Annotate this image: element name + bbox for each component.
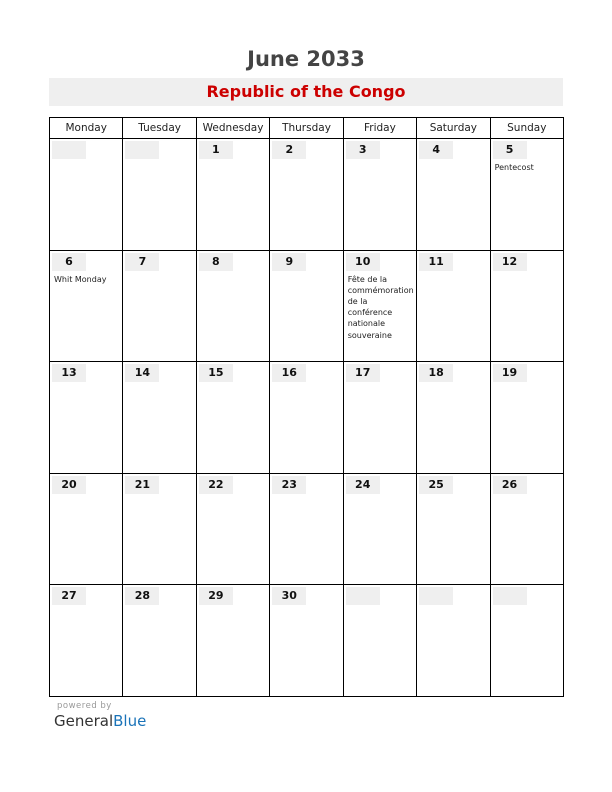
day-number: 10 — [346, 253, 380, 271]
day-number: 26 — [493, 476, 527, 494]
day-cell — [197, 474, 270, 586]
day-number: 7 — [125, 253, 159, 271]
day-cell — [197, 139, 270, 251]
day-number: 11 — [419, 253, 453, 271]
day-cell — [123, 251, 196, 363]
weekday-header-tuesday: Tuesday — [123, 118, 196, 139]
weekday-header-friday: Friday — [344, 118, 417, 139]
day-number: 17 — [346, 364, 380, 382]
day-number: 20 — [52, 476, 86, 494]
day-number: 4 — [419, 141, 453, 159]
day-cell — [417, 362, 490, 474]
day-cell — [50, 585, 123, 697]
day-number: 23 — [272, 476, 306, 494]
brand-blue-text: Blue — [113, 712, 147, 730]
day-cell — [491, 251, 564, 363]
generalblue-logo — [54, 712, 146, 730]
day-number: 19 — [493, 364, 527, 382]
day-number: 12 — [493, 253, 527, 271]
day-number: 18 — [419, 364, 453, 382]
day-cell — [197, 585, 270, 697]
day-number: 21 — [125, 476, 159, 494]
day-cell — [50, 251, 123, 363]
day-cell — [344, 474, 417, 586]
day-number: 1 — [199, 141, 233, 159]
day-cell — [270, 139, 343, 251]
day-cell — [50, 139, 123, 251]
day-number: 8 — [199, 253, 233, 271]
day-cell — [417, 474, 490, 586]
weekday-header-saturday: Saturday — [417, 118, 490, 139]
brand-general-text: General — [54, 712, 114, 730]
day-cell — [270, 251, 343, 363]
day-number — [419, 587, 453, 605]
day-cell — [123, 474, 196, 586]
day-number: 2 — [272, 141, 306, 159]
day-number: 3 — [346, 141, 380, 159]
day-number: 28 — [125, 587, 159, 605]
day-number — [52, 141, 86, 159]
day-cell — [491, 585, 564, 697]
day-cell — [344, 585, 417, 697]
day-cell — [197, 362, 270, 474]
day-cell — [123, 139, 196, 251]
holiday-label: Pentecost — [494, 163, 534, 172]
day-cell — [491, 362, 564, 474]
day-number: 16 — [272, 364, 306, 382]
day-cell — [123, 585, 196, 697]
day-cell — [491, 139, 564, 251]
day-number — [125, 141, 159, 159]
day-cell — [344, 362, 417, 474]
holiday-label: Whit Monday — [54, 274, 107, 284]
calendar-grid — [49, 117, 564, 697]
day-number — [493, 587, 527, 605]
day-cell — [123, 362, 196, 474]
day-number: 25 — [419, 476, 453, 494]
day-number: 6 — [52, 253, 86, 271]
day-number: 15 — [199, 364, 233, 382]
country-banner: Republic of the Congo — [49, 78, 563, 106]
day-cell — [417, 251, 490, 363]
day-cell — [270, 585, 343, 697]
day-cell — [197, 251, 270, 363]
day-cell — [417, 139, 490, 251]
day-number: 13 — [52, 364, 86, 382]
powered-by-label: powered by — [57, 701, 112, 711]
day-number: 24 — [346, 476, 380, 494]
day-number: 14 — [125, 364, 159, 382]
day-number: 29 — [199, 587, 233, 605]
day-number: 30 — [272, 587, 306, 605]
day-cell — [491, 474, 564, 586]
page-title: June 2033 — [247, 47, 365, 71]
day-cell — [344, 139, 417, 251]
day-cell — [417, 585, 490, 697]
day-cell — [50, 362, 123, 474]
day-number: 5 — [493, 141, 527, 159]
weekday-header-sunday: Sunday — [491, 118, 564, 139]
day-cell — [270, 474, 343, 586]
day-number: 9 — [272, 253, 306, 271]
day-cell — [270, 362, 343, 474]
weekday-header-thursday: Thursday — [270, 118, 343, 139]
day-number — [346, 587, 380, 605]
day-number: 22 — [199, 476, 233, 494]
weekday-header-monday: Monday — [50, 118, 123, 139]
holiday-label: Fête de la commémoration de la conférence nationale souveraine — [347, 274, 414, 340]
day-number: 27 — [52, 587, 86, 605]
day-cell — [50, 474, 123, 586]
day-cell — [344, 251, 417, 363]
weekday-header-wednesday: Wednesday — [197, 118, 270, 139]
